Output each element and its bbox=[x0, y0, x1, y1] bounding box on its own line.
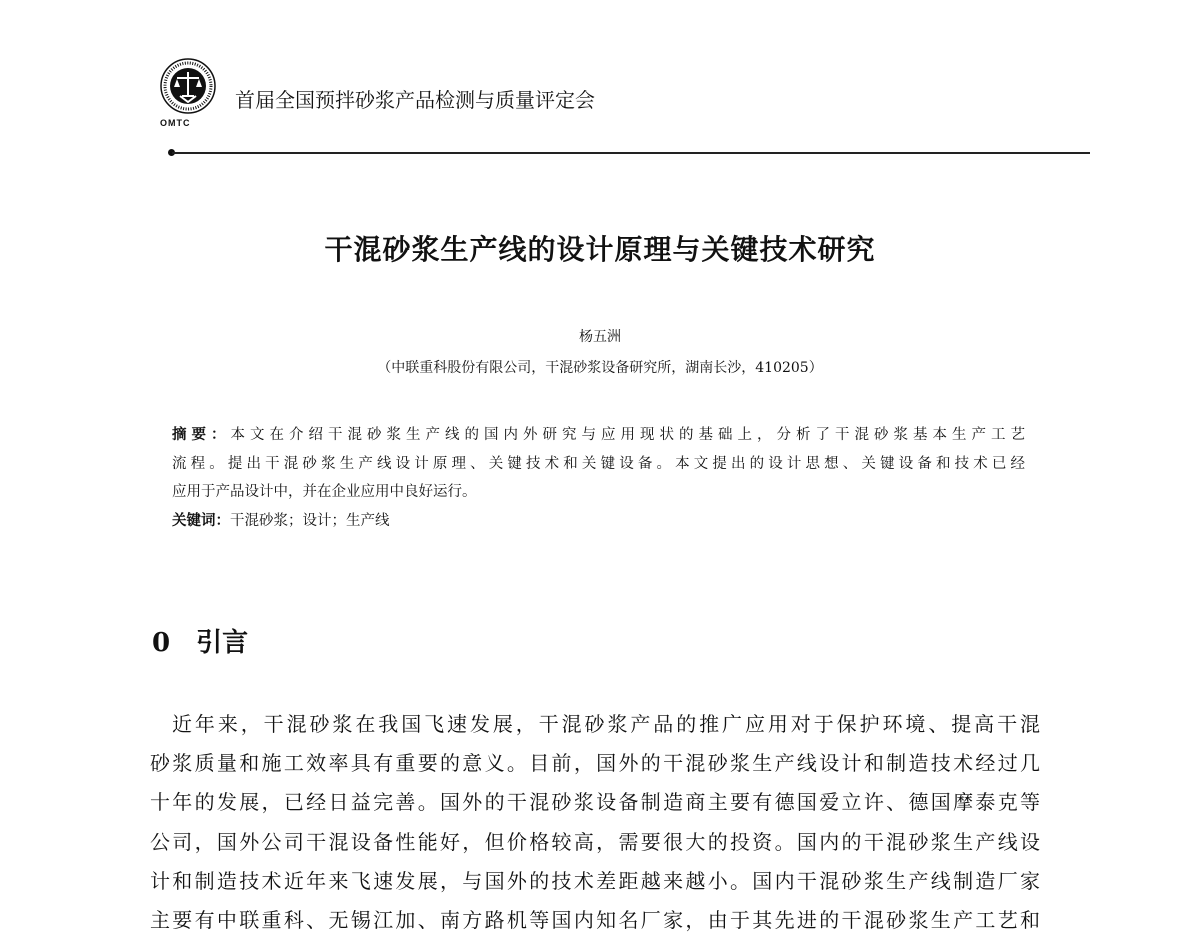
affiliation: （中联重科股份有限公司，干混砂浆设备研究所，湖南长沙，410205） bbox=[377, 360, 823, 376]
author: 杨五洲 bbox=[579, 329, 621, 345]
body-line: 近年来，干混砂浆在我国飞速发展，干混砂浆产品的推广应用对于保护环境、提高干混 bbox=[172, 712, 1040, 736]
abstract-line: 应用于产品设计中，并在企业应用中良好运行。 bbox=[172, 484, 477, 500]
omtc-logo-icon bbox=[160, 58, 216, 114]
abstract-line: 流程。提出干混砂浆生产线设计原理、关键技术和关键设备。本文提出的设计思想、关键设备和技术已经 bbox=[172, 455, 1025, 472]
section-number: 0 bbox=[152, 628, 171, 658]
keywords bbox=[172, 509, 390, 530]
conference-title: 首届全国预拌砂浆产品检测与质量评定会 bbox=[235, 88, 595, 112]
body-line: 计和制造技术近年来飞速发展，与国外的技术差距越来越小。国内干混砂浆生产线制造厂家 bbox=[150, 868, 1040, 893]
keywords-label: 关键词： bbox=[172, 513, 230, 529]
body-line: 主要有中联重科、无锡江加、南方路机等国内知名厂家，由于其先进的干混砂浆生产工艺和 bbox=[150, 907, 1040, 932]
abstract-label: 摘要： bbox=[172, 427, 231, 443]
paper-title: 干混砂浆生产线的设计原理与关键技术研究 bbox=[324, 233, 876, 266]
header-rule bbox=[172, 152, 1090, 154]
keywords-value: 干混砂浆；设计；生产线 bbox=[230, 513, 390, 529]
section-heading bbox=[152, 622, 248, 659]
abstract bbox=[172, 424, 1025, 510]
body-line: 砂浆质量和施工效率具有重要的意义。目前，国外的干混砂浆生产线设计和制造技术经过几 bbox=[150, 751, 1040, 776]
body-line: 十年的发展，已经日益完善。国外的干混砂浆设备制造商主要有德国爱立许、德国摩泰克等 bbox=[150, 790, 1040, 815]
body-line: 公司，国外公司干混设备性能好，但价格较高，需要很大的投资。国内的干混砂浆生产线设 bbox=[150, 829, 1040, 854]
section-title: 引言 bbox=[196, 628, 249, 658]
abstract-line: 摘要：本文在介绍干混砂浆生产线的国内外研究与应用现状的基础上，分析了干混砂浆基本生产工艺 bbox=[172, 427, 1025, 443]
logo-text: OMTC bbox=[160, 118, 191, 128]
section-body bbox=[150, 710, 1040, 945]
